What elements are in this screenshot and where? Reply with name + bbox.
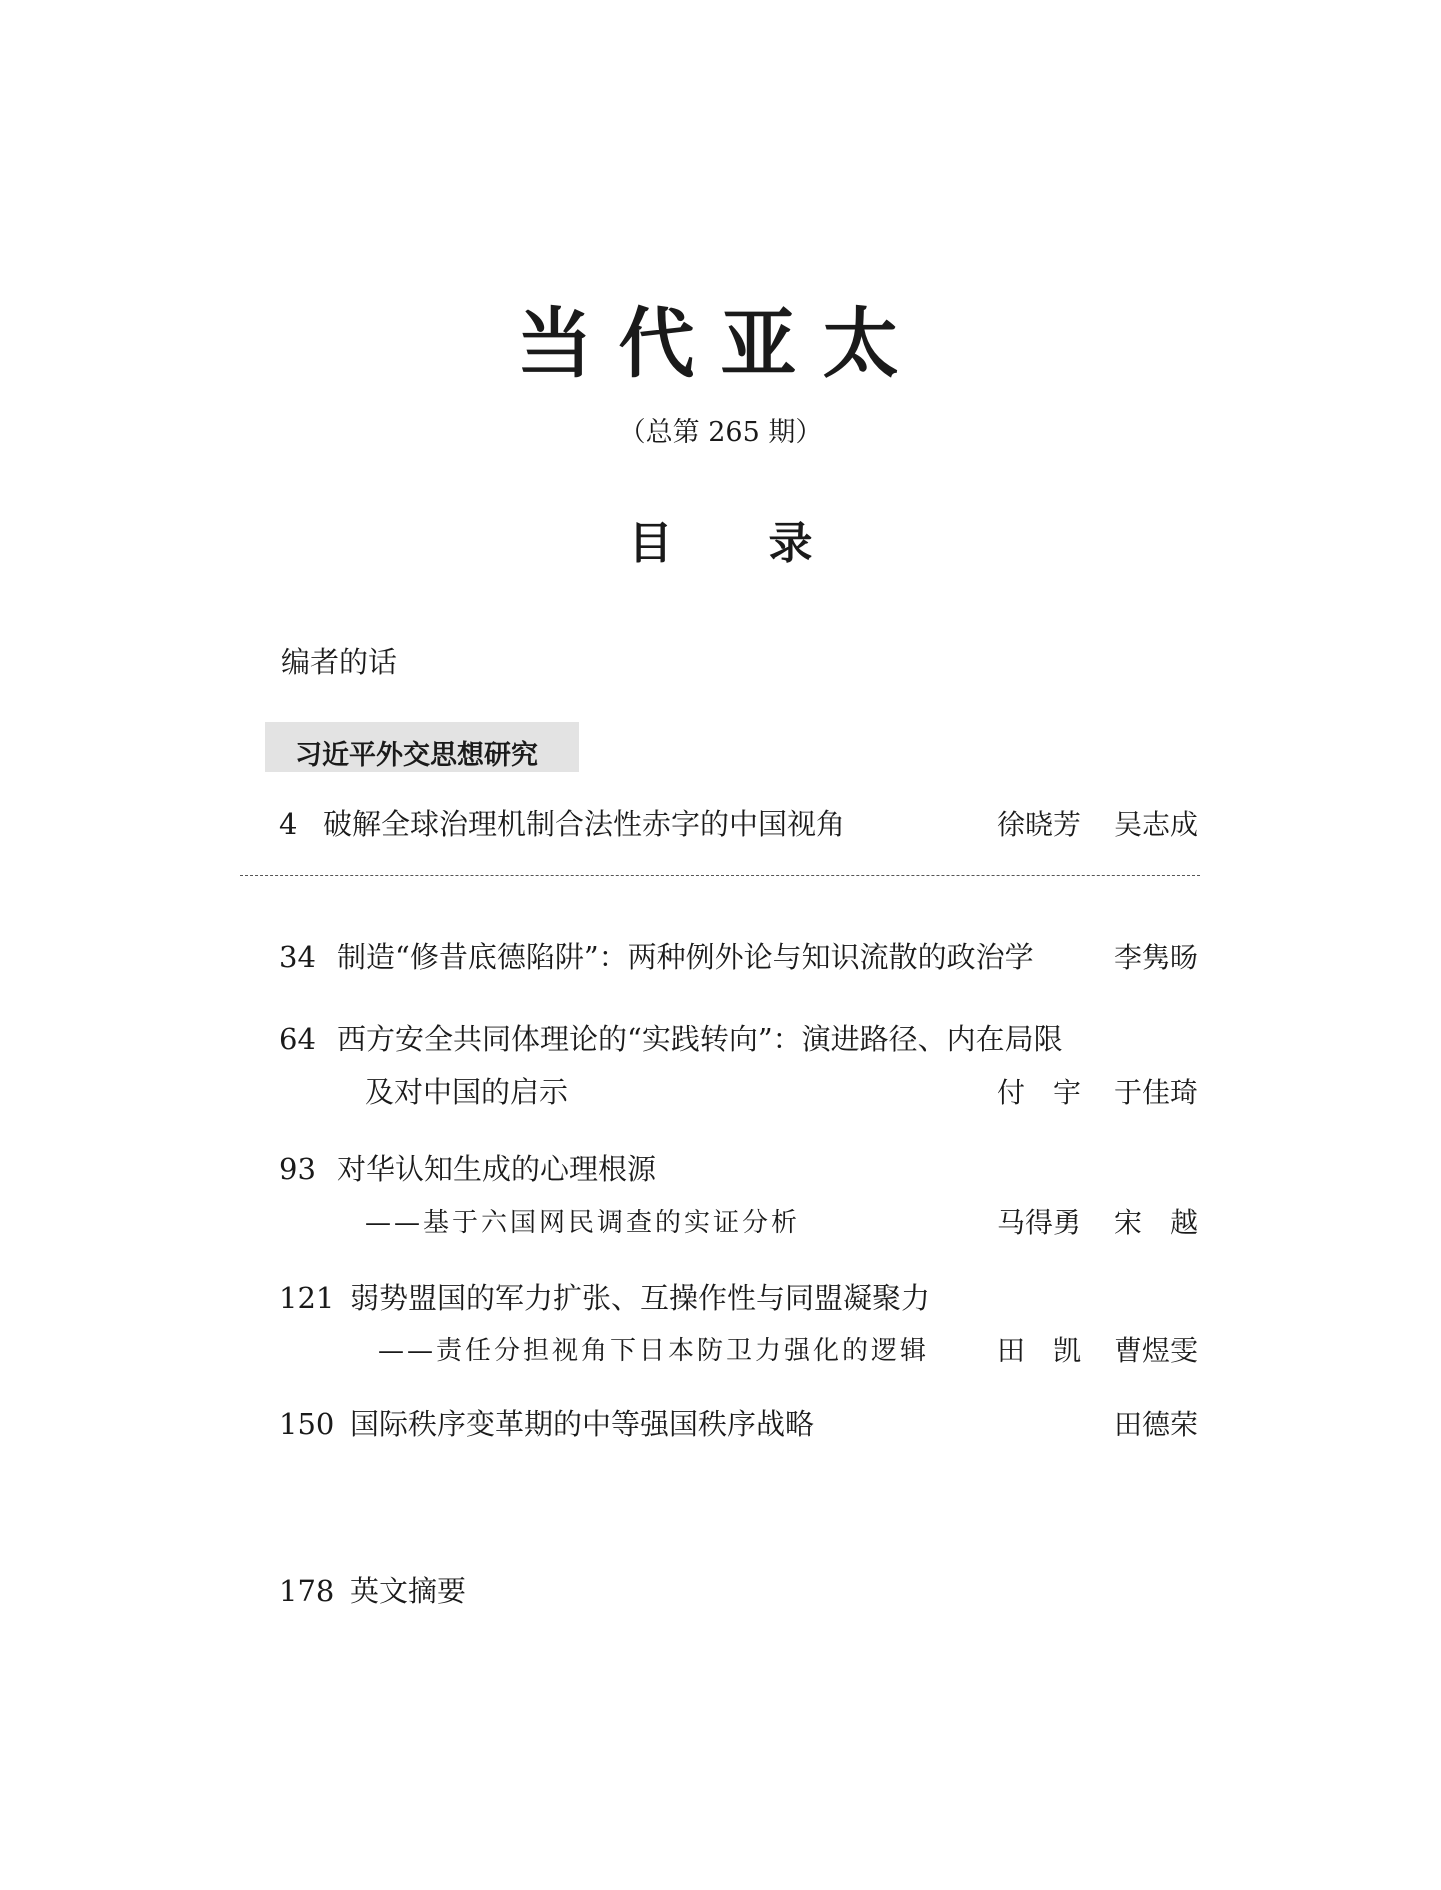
- entry-page: 121: [279, 1281, 335, 1315]
- issue-number: （总第 265 期）: [618, 417, 823, 448]
- entry-author: 曹煜雯: [1114, 1334, 1199, 1367]
- entry-page: 34: [279, 940, 316, 974]
- entry-author: 付 宇: [997, 1076, 1082, 1109]
- entry-title[interactable]: 弱势盟国的军力扩张、互操作性与同盟凝聚力: [350, 1281, 931, 1315]
- entry-title[interactable]: 国际秩序变革期的中等强国秩序战略: [350, 1407, 815, 1441]
- entry-author: 宋 越: [1114, 1206, 1199, 1239]
- entry-subtitle: ——基于六国网民调查的实证分析: [365, 1208, 801, 1238]
- entry-title[interactable]: 制造“修昔底德陷阱”：两种例外论与知识流散的政治学: [337, 940, 1034, 974]
- entry-page: 93: [279, 1152, 316, 1186]
- entry-title[interactable]: 西方安全共同体理论的“实践转向”：演进路径、内在局限: [337, 1022, 1063, 1056]
- toc-heading-char-1: 目: [628, 518, 673, 569]
- entry-page: 64: [279, 1022, 316, 1056]
- entry-author: 田 凯: [997, 1334, 1082, 1367]
- entry-title[interactable]: 破解全球治理机制合法性赤字的中国视角: [323, 807, 846, 841]
- entry-title[interactable]: 对华认知生成的心理根源: [337, 1152, 657, 1186]
- entry-author: 田德荣: [1114, 1408, 1199, 1441]
- entry-author: 于佳琦: [1114, 1076, 1199, 1109]
- toc-heading: [0, 518, 1441, 569]
- entry-subtitle: ——责任分担视角下日本防卫力强化的逻辑: [378, 1336, 930, 1366]
- entry-author: 李隽旸: [1114, 941, 1199, 974]
- entry-page: 178: [279, 1574, 335, 1608]
- entry-page: 150: [279, 1407, 335, 1441]
- entry-author: 吴志成: [1114, 808, 1199, 841]
- entry-page: 4: [279, 807, 298, 841]
- section-divider: [240, 875, 1200, 876]
- entry-author: 徐晓芳: [997, 808, 1082, 841]
- entry-author: 马得勇: [997, 1206, 1082, 1239]
- entry-title[interactable]: 英文摘要: [350, 1574, 467, 1608]
- toc-heading-char-2: 录: [768, 518, 813, 569]
- editor-note-link[interactable]: 编者的话: [281, 645, 398, 679]
- entry-title-continuation[interactable]: 及对中国的启示: [365, 1075, 569, 1109]
- journal-title: 当代亚太: [516, 299, 925, 388]
- column-title: 习近平外交思想研究: [295, 740, 538, 771]
